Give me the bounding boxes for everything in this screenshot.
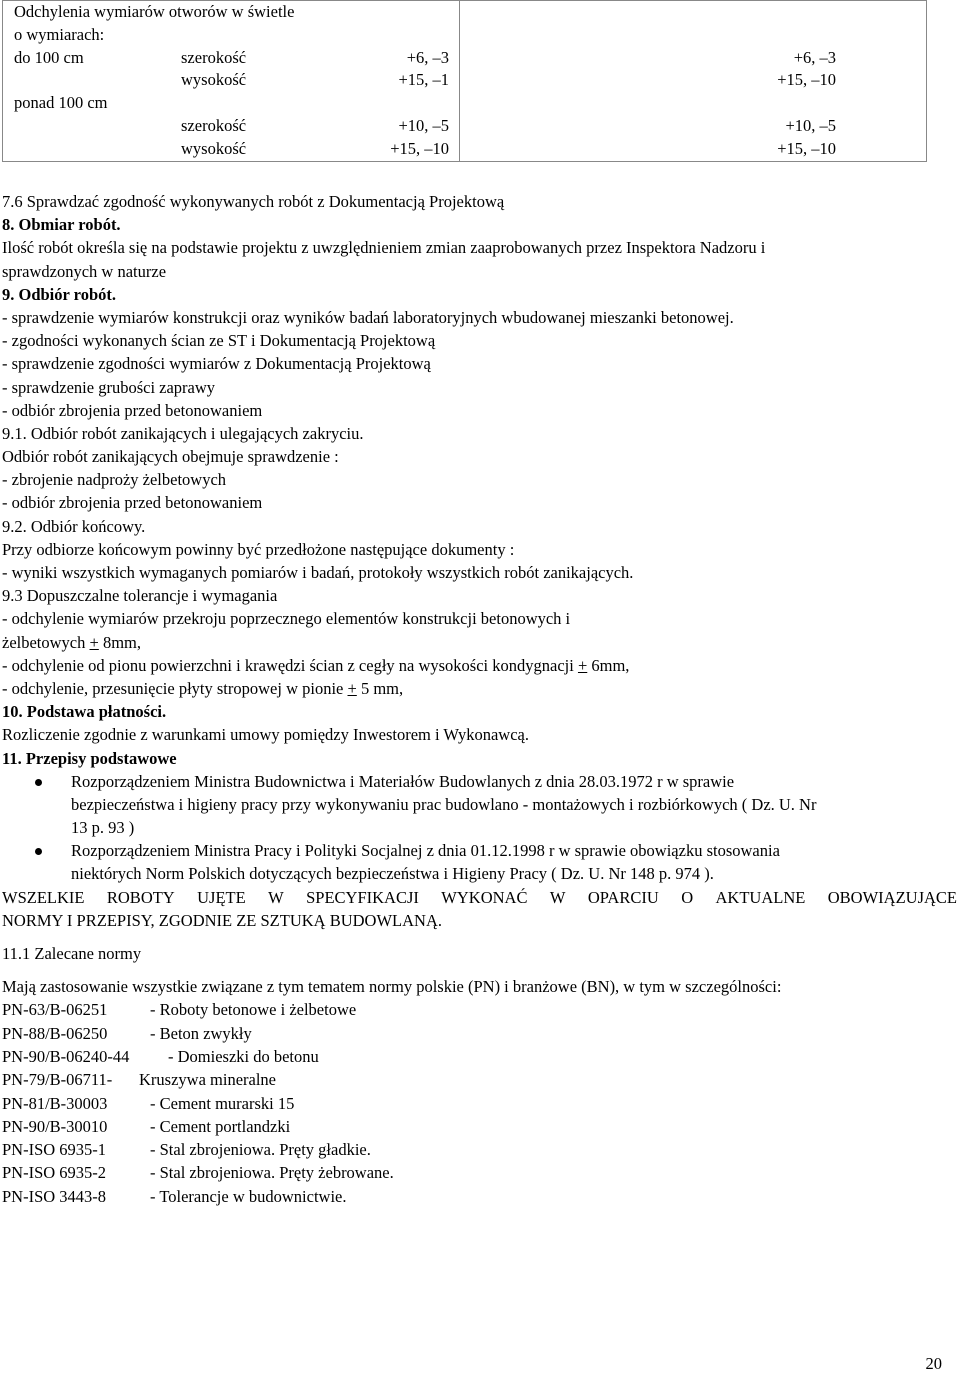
table-value: +15, –1 bbox=[398, 70, 449, 90]
subsection-heading: 9.2. Odbiór końcowy. bbox=[2, 516, 146, 536]
list-item bbox=[2, 654, 958, 677]
list-item: - zbrojenie nadproży żelbetowych bbox=[2, 470, 227, 490]
plus-minus-sign: + bbox=[577, 655, 588, 675]
table-row-label: do 100 cm bbox=[14, 47, 84, 67]
spacer bbox=[2, 965, 958, 975]
table-value: +6, –3 bbox=[406, 47, 449, 67]
paragraph: Ilość robót określa się na podstawie projektu z uwzględnieniem zmian zaaprobowanych przez Inspektora Nadzoru i bbox=[2, 238, 766, 258]
table-row-dimension: szerokość bbox=[181, 115, 247, 135]
bullet-continuation: 13 p. 93 ) bbox=[71, 818, 135, 838]
text-run: 8mm, bbox=[98, 632, 141, 652]
bullet-text: Rozporządzeniem Ministra Budownictwa i Materiałów Budowlanych z dnia 28.03.1972 r w sprawie bbox=[71, 771, 735, 791]
norm-description: - Cement portlandzki bbox=[150, 1116, 291, 1136]
table-value: +10, –5 bbox=[785, 115, 836, 135]
table-value: +10, –5 bbox=[398, 115, 449, 135]
norm-row bbox=[2, 1138, 958, 1161]
bullet-icon bbox=[35, 848, 42, 855]
subsection-heading: 9.3 Dopuszczalne tolerancje i wymagania bbox=[2, 586, 278, 606]
caps-notice-line bbox=[2, 886, 957, 909]
norm-code: PN-79/B-06711- bbox=[2, 1070, 113, 1090]
norm-code: PN-90/B-06240-44 bbox=[2, 1046, 130, 1066]
text-run: - odchylenie od pionu powierzchni i krawędzi ścian z cegły na wysokości kondygnacji bbox=[2, 655, 578, 675]
list-item bbox=[2, 677, 958, 700]
caps-word: W bbox=[549, 887, 566, 907]
list-item: - odbiór zbrojenia przed betonowaniem bbox=[2, 493, 263, 513]
norm-code: PN-88/B-06250 bbox=[2, 1023, 108, 1043]
norms-list bbox=[2, 998, 958, 1208]
text-run: żelbetowych bbox=[2, 632, 90, 652]
paragraph: Odbiór robót zanikających obejmuje sprawdzenie : bbox=[2, 447, 339, 467]
subsection-heading: 11.1 Zalecane normy bbox=[2, 944, 142, 963]
list-item: - odbiór zbrojenia przed betonowaniem bbox=[2, 400, 263, 420]
text-run: - odchylenie, przesunięcie płyty stropowej w pionie bbox=[2, 678, 348, 698]
norm-row bbox=[2, 1115, 958, 1138]
section-heading: 11. Przepisy podstawowe bbox=[2, 748, 177, 768]
table-header-line: Odchylenia wymiarów otworów w świetle bbox=[14, 2, 295, 21]
table-row-dimension: wysokość bbox=[181, 70, 247, 90]
caps-word: WSZELKIE bbox=[2, 887, 85, 907]
norm-row bbox=[2, 1068, 958, 1091]
document-body bbox=[2, 190, 958, 1208]
norm-description: - Stal zbrojeniowa. Pręty gładkie. bbox=[150, 1140, 371, 1160]
section-heading: 9. Odbiór robót. bbox=[2, 284, 116, 304]
text-run: 5 mm, bbox=[356, 678, 404, 698]
tolerance-table bbox=[2, 0, 927, 162]
caps-word: OBOWIĄZUJĄCE bbox=[827, 887, 957, 907]
norm-description: - Roboty betonowe i żelbetowe bbox=[150, 1000, 357, 1020]
list-item: - odchylenie wymiarów przekroju poprzecznego elementów konstrukcji betonowych i bbox=[2, 609, 571, 629]
list-item: - sprawdzenie grubości zaprawy bbox=[2, 377, 216, 397]
norm-description: - Cement murarski 15 bbox=[150, 1093, 295, 1113]
norm-code: PN-ISO 3443-8 bbox=[2, 1186, 107, 1206]
norm-row bbox=[2, 1185, 958, 1208]
table-cell-values bbox=[460, 1, 927, 162]
bullet-continuation: niektórych Norm Polskich dotyczących bezpieczeństwa i Higieny Pracy ( Dz. U. Nr 148 p. 974 ). bbox=[71, 864, 714, 884]
table-cell-labels bbox=[3, 1, 460, 162]
norm-description: - Beton zwykły bbox=[150, 1023, 252, 1043]
list-item bbox=[2, 631, 958, 654]
spacer bbox=[2, 932, 958, 942]
norm-description: - Domieszki do betonu bbox=[168, 1046, 319, 1066]
norm-code: PN-63/B-06251 bbox=[2, 1000, 108, 1020]
caps-word: AKTUALNE bbox=[715, 887, 806, 907]
paragraph: Mają zastosowanie wszystkie związane z tym tematem normy polskie (PN) i branżowe (BN), w tym w szczególności: bbox=[2, 977, 782, 997]
list-item: - sprawdzenie zgodności wymiarów z Dokumentacją Projektową bbox=[2, 354, 431, 374]
text-run: 6mm, bbox=[587, 655, 630, 675]
norm-code: PN-ISO 6935-1 bbox=[2, 1140, 107, 1160]
caps-notice-line: NORMY I PRZEPISY, ZGODNIE ZE SZTUKĄ BUDOWLANĄ. bbox=[2, 910, 442, 930]
plus-minus-sign: + bbox=[89, 632, 99, 652]
caps-word: O bbox=[681, 887, 694, 907]
table-row-dimension: wysokość bbox=[181, 138, 247, 158]
table-value: +15, –10 bbox=[777, 70, 836, 90]
table-value: +6, –3 bbox=[793, 47, 836, 67]
caps-word: SPECYFIKACJI bbox=[306, 887, 419, 907]
caps-word: UJĘTE bbox=[197, 887, 246, 907]
list-item: - zgodności wykonanych ścian ze ST i Dokumentacją Projektową bbox=[2, 331, 436, 351]
page-number: 20 bbox=[925, 1354, 942, 1373]
norm-row bbox=[2, 998, 958, 1021]
norm-row bbox=[2, 1092, 958, 1115]
norm-row bbox=[2, 1022, 958, 1045]
section-heading: 8. Obmiar robót. bbox=[2, 215, 121, 235]
bullet-item bbox=[2, 770, 958, 793]
bullet-continuation: bezpieczeństwa i higieny pracy przy wykonywaniu prac budowlano - montażowych i rozbiórkowych ( Dz. U. Nr bbox=[71, 794, 817, 814]
norm-code: PN-81/B-30003 bbox=[2, 1093, 108, 1113]
table-row-label: ponad 100 cm bbox=[14, 93, 108, 113]
caps-word: W bbox=[268, 887, 284, 907]
list-item: - sprawdzenie wymiarów konstrukcji oraz wyników badań laboratoryjnych wbudowanej mieszanki betonowej. bbox=[2, 307, 734, 327]
paragraph: Rozliczenie zgodnie z warunkami umowy pomiędzy Inwestorem i Wykonawcą. bbox=[2, 725, 529, 745]
norm-code: PN-ISO 6935-2 bbox=[2, 1163, 107, 1183]
subsection-heading: 9.1. Odbiór robót zanikających i ulegających zakryciu. bbox=[2, 423, 364, 443]
caps-word: WYKONAĆ bbox=[441, 887, 528, 907]
table-row-dimension: szerokość bbox=[181, 47, 247, 67]
caps-word: ROBOTY bbox=[106, 887, 175, 907]
norm-code: PN-90/B-30010 bbox=[2, 1116, 108, 1136]
bullet-item bbox=[2, 839, 958, 862]
list-item: - wyniki wszystkich wymaganych pomiarów i badań, protokoły wszystkich robót zanikających. bbox=[2, 563, 634, 582]
bullet-icon bbox=[35, 779, 42, 786]
plus-minus-sign: + bbox=[347, 678, 357, 698]
bullet-text: Rozporządzeniem Ministra Pracy i Polityki Socjalnej z dnia 01.12.1998 r w sprawie obowiązku stosowania bbox=[71, 841, 780, 861]
table-value: +15, –10 bbox=[390, 138, 449, 158]
norm-row bbox=[2, 1045, 958, 1068]
paragraph: 7.6 Sprawdzać zgodność wykonywanych robót z Dokumentacją Projektową bbox=[2, 192, 505, 211]
caps-word: OPARCIU bbox=[587, 887, 659, 907]
table-value: +15, –10 bbox=[777, 138, 836, 158]
norm-description: Kruszywa mineralne bbox=[139, 1070, 276, 1090]
section-heading: 10. Podstawa płatności. bbox=[2, 702, 167, 722]
table-header-line: o wymiarach: bbox=[14, 24, 105, 44]
norm-description: - Stal zbrojeniowa. Pręty żebrowane. bbox=[150, 1163, 394, 1183]
paragraph: sprawdzonych w naturze bbox=[2, 261, 167, 281]
paragraph: Przy odbiorze końcowym powinny być przedłożone następujące dokumenty : bbox=[2, 539, 515, 559]
norm-description: - Tolerancje w budownictwie. bbox=[150, 1186, 347, 1206]
norm-row bbox=[2, 1161, 958, 1184]
